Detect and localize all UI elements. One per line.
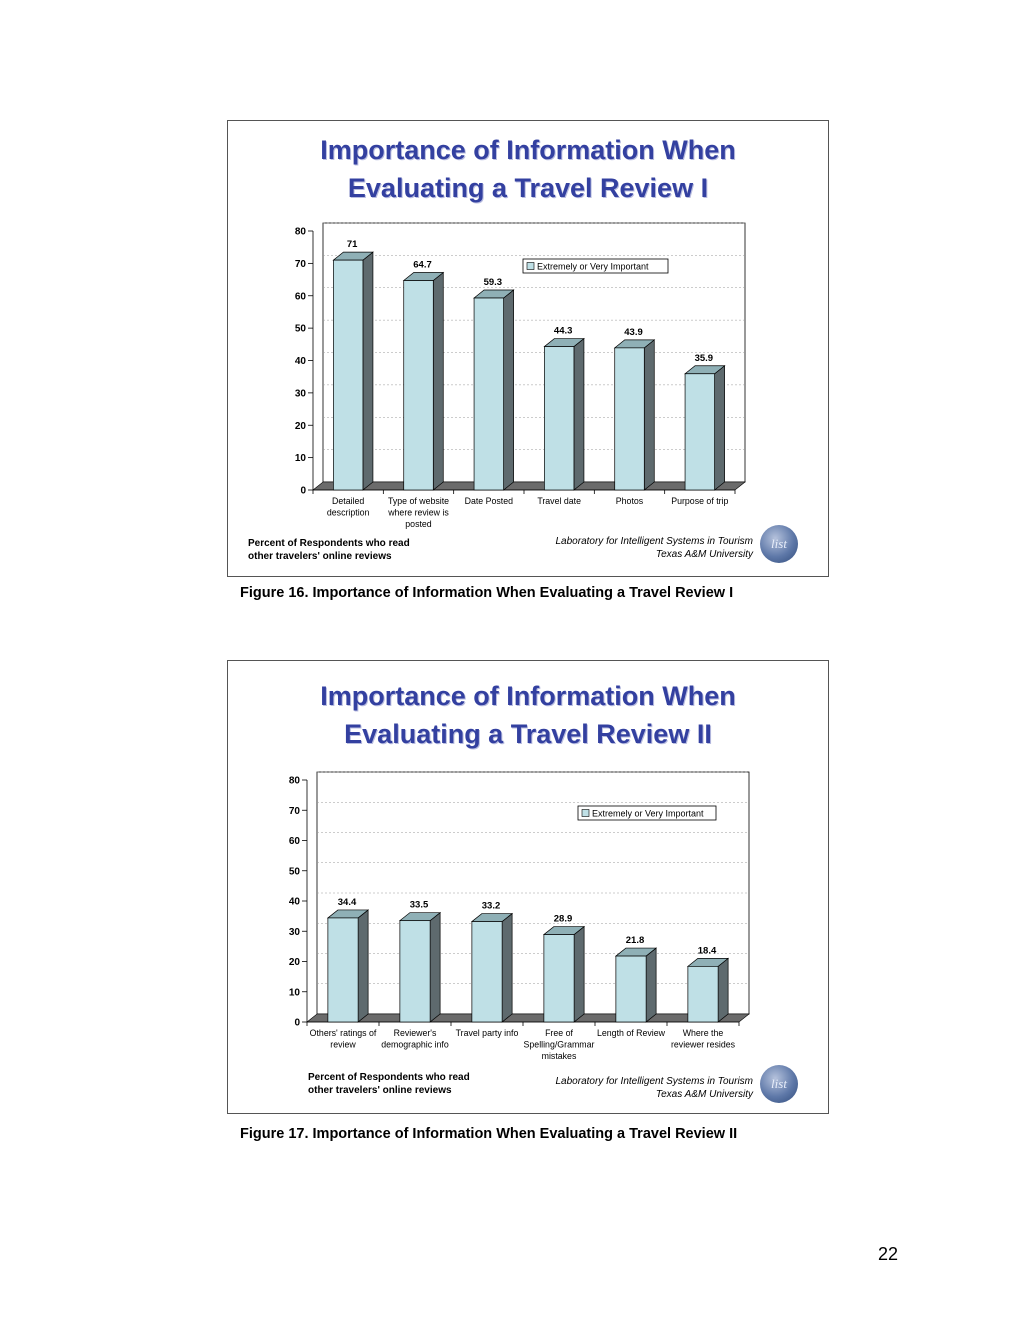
page-number: 22 [878, 1244, 899, 1264]
list-logo-icon [760, 525, 798, 563]
list-logo-icon [760, 1065, 798, 1103]
x-tick-label: Type of website [387, 496, 450, 506]
x-tick-label: Photos [615, 496, 644, 506]
bar-side [718, 958, 728, 1022]
footer-line: Laboratory for Intelligent Systems in Tourism [555, 536, 753, 547]
slide-figure-17 [227, 660, 829, 1114]
bar-side [715, 366, 725, 490]
bar-side [504, 290, 514, 490]
logo-text: list [771, 536, 787, 551]
x-tick-label: where review is [388, 507, 449, 518]
bar-side [363, 252, 373, 490]
figure-caption: Figure 17. Importance of Information When Evaluating a Travel Review II [240, 1126, 738, 1142]
footer-line: Texas A&M University [655, 549, 753, 560]
footer-lab-credit [556, 1075, 754, 1101]
x-tick-label: Date Posted [464, 496, 514, 506]
y-tick-label: 0 [300, 485, 306, 497]
data-label: 64.7 [413, 259, 432, 271]
x-tick-label: reviewer resides [670, 1039, 736, 1050]
data-label: 33.2 [481, 900, 501, 912]
bar [333, 260, 363, 490]
bar-side [644, 340, 654, 490]
footer-line: other travelers' online reviews [248, 551, 392, 562]
x-tick-label: description [326, 507, 370, 518]
x-tick-label: demographic info [381, 1039, 449, 1050]
footer-line: Percent of Respondents who read [308, 1072, 470, 1083]
x-tick-label: Free of [545, 1028, 573, 1038]
y-tick-label: 80 [288, 775, 300, 787]
slide-title-line-2: Evaluating a Travel Review I [347, 173, 709, 203]
data-label: 44.3 [553, 325, 573, 337]
legend-swatch [582, 810, 589, 817]
y-tick-label: 70 [294, 258, 306, 270]
footer-respondents-note [248, 537, 410, 563]
x-tick-label: review [330, 1039, 356, 1050]
bar-side [433, 273, 443, 490]
y-tick-label: 70 [288, 805, 300, 817]
y-tick-label: 40 [288, 896, 300, 908]
bar [472, 922, 502, 1022]
plot-floor [313, 482, 745, 490]
data-label: 21.8 [625, 935, 645, 947]
slide-title-line-1: Importance of Information When [320, 681, 736, 711]
slide-figure-16 [227, 120, 829, 577]
y-tick-label: 30 [288, 926, 300, 938]
logo-text: list [771, 1076, 787, 1091]
footer-line: Texas A&M University [655, 1089, 753, 1100]
y-tick-label: 10 [294, 453, 306, 465]
bar-side [358, 910, 368, 1022]
y-tick-label: 30 [294, 388, 306, 400]
data-label: 18.4 [697, 945, 717, 957]
x-tick-label: Purpose of trip [671, 496, 729, 506]
data-label: 71 [346, 239, 358, 251]
data-label: 35.9 [694, 352, 714, 364]
legend-label: Extremely or Very Important [537, 261, 649, 272]
y-tick-label: 50 [294, 323, 306, 335]
bar-side [646, 948, 656, 1022]
data-label: 43.9 [624, 326, 643, 338]
bar [544, 347, 574, 490]
y-tick-label: 60 [294, 291, 306, 303]
legend-swatch [527, 263, 534, 270]
bar [404, 281, 434, 490]
slide-title-line-1: Importance of Information When [320, 135, 736, 165]
footer-lab-credit [556, 535, 754, 561]
y-tick-label: 60 [288, 836, 300, 847]
bar [615, 348, 645, 490]
bar [328, 918, 358, 1022]
y-tick-label: 80 [294, 226, 306, 238]
bar-side [502, 914, 512, 1022]
bar [544, 935, 574, 1022]
bar [400, 921, 430, 1022]
x-tick-label: Detailed [332, 496, 365, 506]
x-tick-label: Others' ratings of [309, 1028, 377, 1038]
y-tick-label: 0 [294, 1017, 300, 1029]
x-tick-label: mistakes [541, 1051, 577, 1061]
data-label: 28.9 [553, 913, 573, 925]
bar-chart [228, 661, 828, 1113]
slide-title-line-2: Evaluating a Travel Review II [344, 719, 712, 749]
data-label: 59.3 [483, 277, 503, 289]
x-tick-label: Travel date [537, 496, 582, 506]
bar [616, 956, 646, 1022]
y-tick-label: 40 [294, 356, 306, 367]
legend [578, 806, 716, 820]
x-tick-label: Where the [682, 1028, 724, 1038]
legend [523, 259, 668, 273]
bar [685, 374, 715, 490]
x-tick-label: posted [405, 519, 432, 529]
x-tick-label: Reviewer's [393, 1028, 437, 1038]
legend-label: Extremely or Very Important [592, 808, 704, 819]
bar-chart [228, 121, 828, 576]
bar [474, 298, 504, 490]
y-tick-label: 20 [294, 420, 306, 432]
bar-side [574, 339, 584, 490]
footer-line: other travelers' online reviews [308, 1085, 452, 1096]
footer-line: Percent of Respondents who read [248, 538, 410, 549]
y-tick-label: 10 [288, 987, 300, 999]
x-tick-label: Spelling/Grammar [523, 1039, 595, 1050]
plot-floor [307, 1014, 749, 1022]
data-label: 33.5 [409, 899, 429, 911]
data-label: 34.4 [337, 896, 357, 908]
footer-line: Laboratory for Intelligent Systems in Tourism [555, 1076, 753, 1087]
bar-side [574, 927, 584, 1022]
footer-respondents-note [308, 1071, 470, 1097]
figure-caption: Figure 16. Importance of Information When Evaluating a Travel Review I [240, 585, 734, 601]
y-tick-label: 50 [288, 866, 300, 878]
bar [688, 966, 718, 1022]
x-tick-label: Length of Review [597, 1028, 665, 1038]
bar-side [430, 913, 440, 1022]
y-tick-label: 20 [288, 957, 300, 968]
x-tick-label: Travel party info [455, 1028, 519, 1038]
